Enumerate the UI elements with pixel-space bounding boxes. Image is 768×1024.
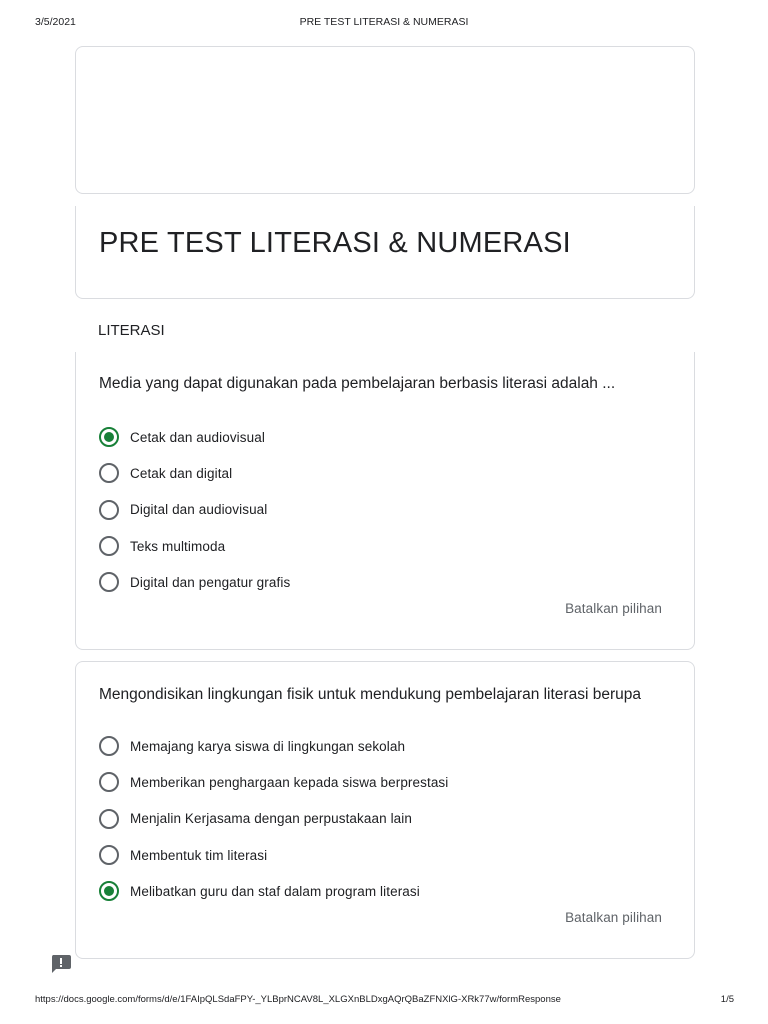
print-footer (0, 994, 768, 1008)
radio-unchecked-icon[interactable] (99, 500, 119, 520)
report-problem-icon[interactable] (51, 955, 71, 973)
print-header (0, 16, 768, 30)
print-url: https://docs.google.com/forms/d/e/1FAIpQLSdaFPY-_YLBprNCAV8L_XLGXnBLDxgAQrQBaZFNXlG-XRk77w/formResponse (35, 994, 561, 1005)
option-memberikan-penghargaan[interactable] (99, 764, 448, 800)
option-label: Teks multimoda (130, 538, 226, 554)
question-text: Mengondisikan lingkungan fisik untuk mendukung pembelajaran literasi berupa (99, 686, 641, 703)
section-title: LITERASI (98, 322, 165, 339)
print-title: PRE TEST LITERASI & NUMERASI (299, 16, 469, 28)
question-card-2 (75, 661, 695, 959)
option-label: Digital dan pengatur grafis (130, 574, 291, 590)
option-label: Digital dan audiovisual (130, 502, 268, 518)
option-label: Memberikan penghargaan kepada siswa berprestasi (130, 774, 449, 790)
option-label: Membentuk tim literasi (130, 847, 268, 863)
radio-checked-icon[interactable] (99, 881, 119, 901)
radio-unchecked-icon[interactable] (99, 463, 119, 483)
question-text: Media yang dapat digunakan pada pembelajaran berbasis literasi adalah ... (99, 375, 616, 392)
option-cetak-dan-digital[interactable] (99, 455, 290, 491)
radio-checked-icon[interactable] (99, 427, 119, 447)
radio-unchecked-icon[interactable] (99, 572, 119, 592)
option-label: Melibatkan guru dan staf dalam program literasi (130, 883, 420, 899)
option-label: Cetak dan digital (130, 465, 233, 481)
radio-unchecked-icon[interactable] (99, 845, 119, 865)
option-label: Menjalin Kerjasama dengan perpustakaan lain (130, 811, 412, 827)
radio-unchecked-icon[interactable] (99, 536, 119, 556)
option-cetak-dan-audiovisual[interactable] (99, 419, 290, 455)
option-label: Memajang karya siswa di lingkungan sekolah (130, 738, 406, 754)
question-card-1 (75, 352, 695, 650)
question-options (99, 419, 290, 600)
option-digital-dan-audiovisual[interactable] (99, 492, 290, 528)
option-melibatkan-guru-dan-staf[interactable] (99, 873, 448, 909)
print-page-number: 1/5 (720, 994, 734, 1005)
option-memajang-karya-siswa[interactable] (99, 728, 448, 764)
radio-unchecked-icon[interactable] (99, 809, 119, 829)
radio-unchecked-icon[interactable] (99, 772, 119, 792)
option-teks-multimoda[interactable] (99, 528, 290, 564)
form-title: PRE TEST LITERASI & NUMERASI (99, 227, 571, 259)
option-label: Cetak dan audiovisual (130, 429, 265, 445)
clear-selection-button[interactable]: Batalkan pilihan (565, 910, 662, 925)
question-options (99, 728, 448, 909)
clear-selection-button[interactable]: Batalkan pilihan (565, 601, 662, 616)
option-digital-dan-pengatur-grafis[interactable] (99, 564, 290, 600)
form-header-banner (75, 46, 695, 194)
option-membentuk-tim-literasi[interactable] (99, 837, 448, 873)
radio-unchecked-icon[interactable] (99, 736, 119, 756)
form-title-card (75, 206, 695, 299)
option-menjalin-kerjasama[interactable] (99, 801, 448, 837)
print-date: 3/5/2021 (35, 16, 76, 28)
